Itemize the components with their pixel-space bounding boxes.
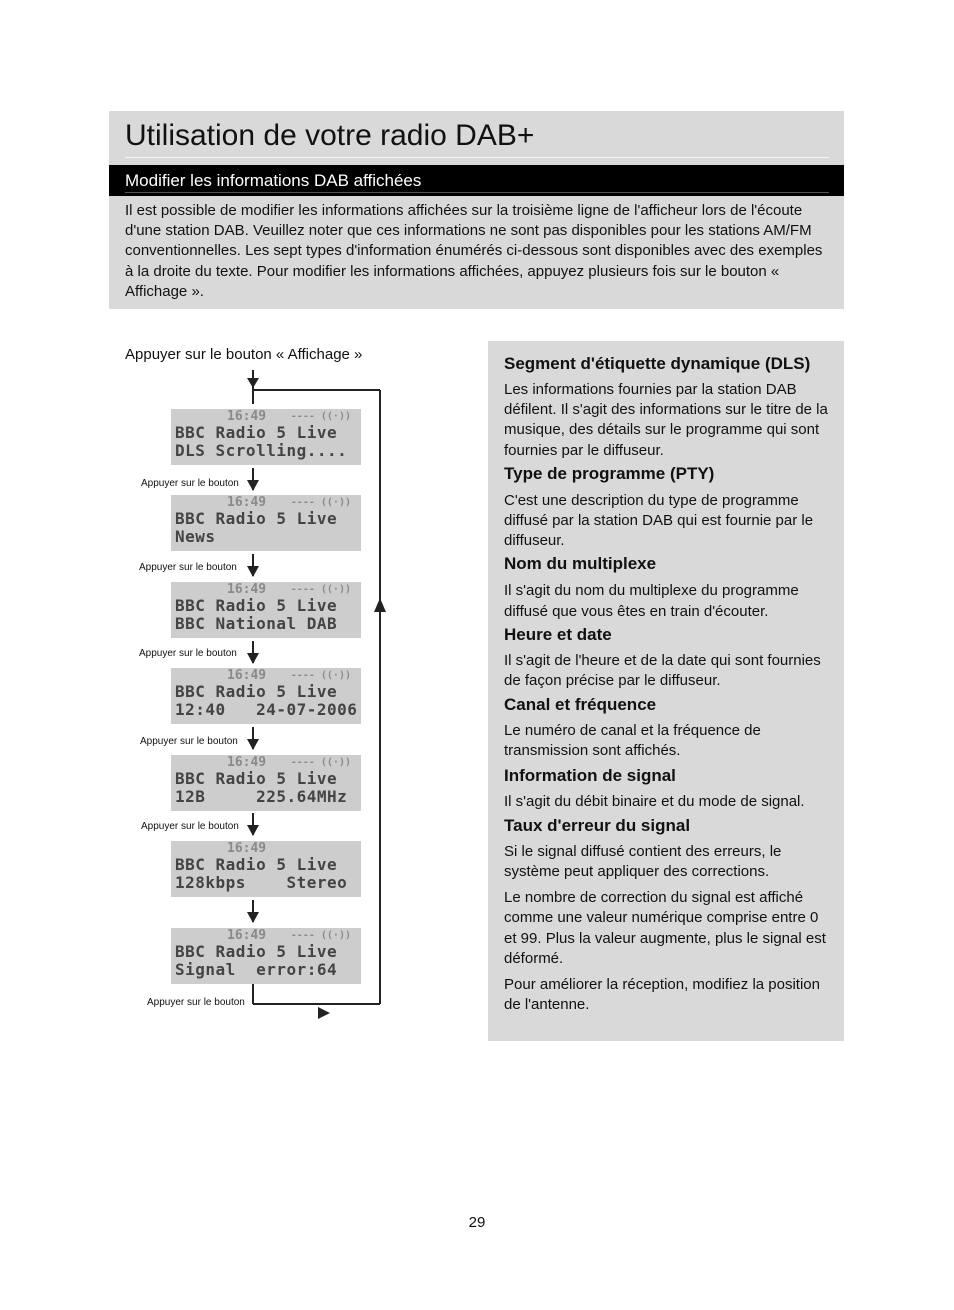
lcd-time: 16:49 [227, 582, 267, 597]
lcd-line-1: BBC Radio 5 Live [175, 942, 338, 961]
lcd-line-1: BBC Radio 5 Live [175, 682, 338, 701]
lcd-time: 16:49 [227, 928, 267, 943]
info-heading-channel: Canal et fréquence [504, 695, 657, 715]
signal-icon: ---- ((·)) [290, 757, 351, 768]
page-number: 29 [468, 1214, 486, 1231]
step-label: Appuyer sur le bouton [140, 736, 238, 747]
lcd-line-1: BBC Radio 5 Live [175, 855, 338, 874]
info-content [504, 354, 834, 1015]
signal-icon: ---- ((·)) [290, 411, 351, 422]
lcd-screen-dls [171, 409, 361, 465]
lcd-line-2: News [175, 527, 216, 546]
lcd-screen-signal-info [171, 841, 361, 897]
info-heading-signal: Information de signal [504, 765, 676, 785]
step-label: Appuyer sur le bouton [141, 478, 239, 489]
info-heading-error-rate: Taux d'erreur du signal [504, 815, 691, 835]
lcd-line-1: BBC Radio 5 Live [175, 769, 338, 788]
signal-icon: ---- ((·)) [290, 930, 351, 941]
info-heading-pty: Type de programme (PTY) [504, 463, 715, 483]
signal-icon: ---- ((·)) [290, 670, 351, 681]
lcd-screen-signal-error [171, 928, 361, 984]
info-text-multiplex: Il s'agit du nom du multiplexe du programme diffusé que vous êtes en train d'écouter. [504, 582, 799, 620]
info-text-error-value: Le nombre de correction du signal est affiché comme une valeur numérique comprise entre 0 et 99. Plus la valeur augmente, plus le signal est déformé. [504, 889, 826, 967]
signal-icon: ---- ((·)) [290, 584, 351, 595]
page-title: Utilisation de votre radio DAB+ [125, 119, 535, 152]
lcd-time: 16:49 [227, 495, 267, 510]
title-divider [125, 157, 829, 158]
section-title: Modifier les informations DAB affichées [125, 171, 422, 190]
step-label: Appuyer sur le bouton [141, 821, 239, 832]
display-flow-diagram [130, 364, 405, 1027]
intro-paragraph: Il est possible de modifier les informations affichées sur la troisième ligne de l'afficheur lors de l'écoute d'une station DAB. Veuillez noter que ces informations ne sont pas disponibles pour les stations AM/FM conventionnelles. Les sept types d'information énumérés ci-dessous sont disponibles avec des exemples à la droite du texte. Pour modifier les informations affichées, appuyez plusieurs fois sur le bouton « Affichage ». [125, 202, 823, 300]
lcd-line-2: 128kbps Stereo [175, 873, 348, 892]
lcd-screen-time-date [171, 668, 361, 724]
flow-caption: Appuyer sur le bouton « Affichage » [125, 346, 363, 363]
info-heading-time-date: Heure et date [504, 624, 612, 644]
lcd-line-2: 12:40 24-07-2006 [175, 700, 358, 719]
step-label: Appuyer sur le bouton [139, 562, 237, 573]
lcd-line-1: BBC Radio 5 Live [175, 423, 338, 442]
info-text-antenna: Pour améliorer la réception, modifiez la position de l'antenne. [504, 976, 820, 1014]
lcd-screen-pty [171, 495, 361, 551]
step-label: Appuyer sur le bouton [139, 648, 237, 659]
lcd-line-1: BBC Radio 5 Live [175, 596, 338, 615]
lcd-screen-multiplex [171, 582, 361, 638]
lcd-line-2: DLS Scrolling.... [175, 441, 348, 460]
info-text-error-rate: Si le signal diffusé contient des erreurs, le système peut appliquer des corrections. [504, 842, 782, 881]
signal-icon: ---- ((·)) [290, 497, 351, 508]
info-heading-dls: Segment d'étiquette dynamique (DLS) [504, 354, 811, 373]
info-text-time-date: Il s'agit de l'heure et de la date qui sont fournies de façon précise par le diffuseur. [504, 651, 821, 690]
info-text-channel: Le numéro de canal et la fréquence de transmission sont affichés. [504, 722, 761, 760]
lcd-line-2: BBC National DAB [175, 614, 338, 633]
lcd-time: 16:49 [227, 668, 267, 683]
section-divider [125, 192, 829, 193]
info-text-pty: C'est une description du type de programme diffusé par la station DAB qui est fournie par le diffuseur. [504, 491, 814, 550]
step-label: Appuyer sur le bouton [147, 997, 245, 1008]
info-text-signal: Il s'agit du débit binaire et du mode de signal. [504, 792, 805, 810]
lcd-time: 16:49 [227, 409, 267, 424]
lcd-screen-channel [171, 755, 361, 811]
lcd-line-2: Signal error:64 [175, 960, 338, 979]
lcd-time: 16:49 [227, 755, 267, 770]
lcd-time: 16:49 [227, 841, 267, 856]
lcd-line-1: BBC Radio 5 Live [175, 509, 338, 528]
lcd-line-2: 12B 225.64MHz [175, 787, 348, 806]
info-heading-multiplex: Nom du multiplexe [504, 554, 657, 574]
info-text-dls: Les informations fournies par la station DAB défilent. Il s'agit des informations sur le titre de la musique, des détails sur le programme qui sont fournies par le diffuseur. [504, 381, 828, 459]
